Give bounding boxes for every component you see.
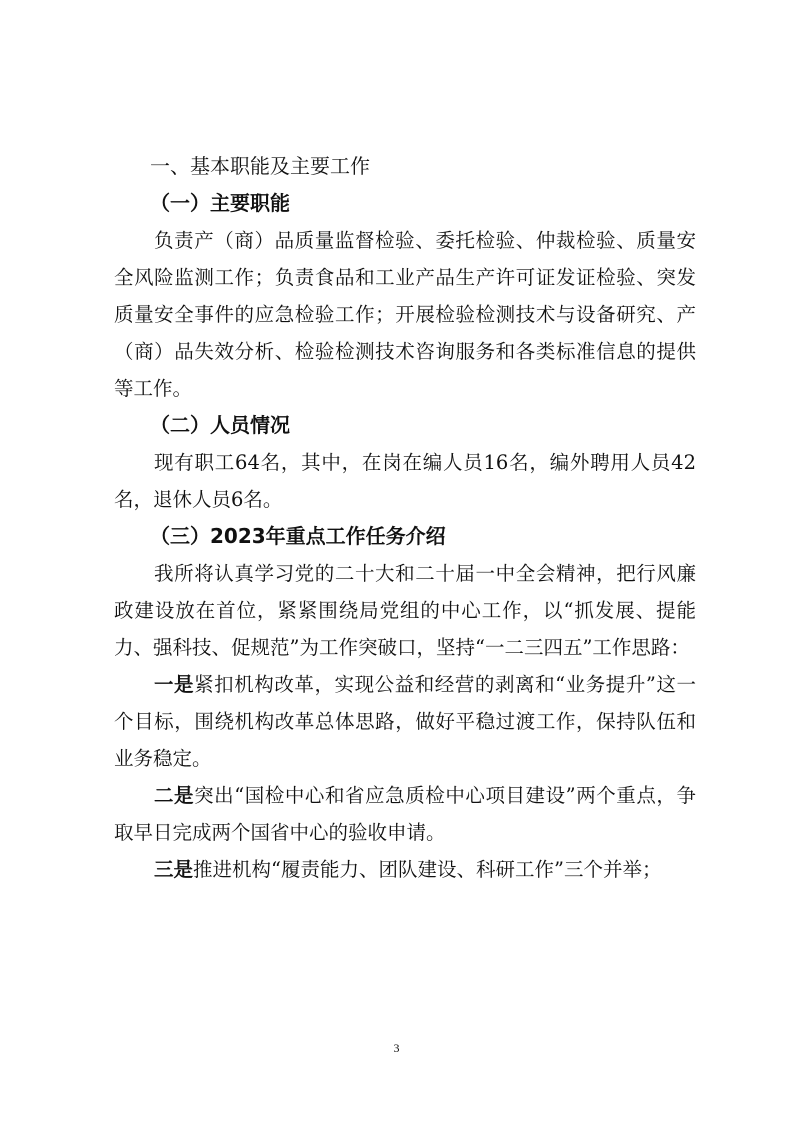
document-body [114,148,696,888]
task-item-3-text: 推进机构“履责能力、团队建设、科研工作”三个并举； [193,858,662,881]
subsection-title-staff: （二）人员情况 [150,413,290,437]
task-item-3 [114,851,696,888]
task-item-1-lead: 一是 [154,673,195,696]
task-item-2 [114,777,696,851]
subsection-title-tasks: （三）2023年重点工作任务介绍 [150,524,446,548]
section-title: 一、基本职能及主要工作 [150,154,370,178]
paragraph-staff: 现有职工64名，其中，在岗在编人员16名，编外聘用人员42名，退休人员6名。 [114,451,696,511]
paragraph-functions: 负责产（商）品质量监督检验、委托检验、仲裁检验、质量安全风险监测工作；负责食品和工业产品生产许可证发证检验、突发质量安全事件的应急检验工作；开展检验检测技术与设备研究、产（商）品失效分析、检验检测技术咨询服务和各类标准信息的提供等工作。 [114,229,696,400]
page-number: 3 [393,1041,400,1055]
task-item-3-lead: 三是 [154,858,194,881]
task-item-1 [114,666,696,777]
subsection-title-functions: （一）主要职能 [150,191,290,215]
task-item-2-text: 突出“国检中心和省应急质检中心项目建设”两个重点，争取早日完成两个国省中心的验收申请。 [114,784,696,844]
paragraph-tasks-intro: 我所将认真学习党的二十大和二十届一中全会精神，把行风廉政建设放在首位，紧紧围绕局党组的中心工作，以“抓发展、提能力、强科技、促规范”为工作突破口，坚持“一二三四五”工作思路： [114,562,696,659]
task-item-2-lead: 二是 [154,784,195,807]
task-item-1-text: 紧扣机构改革，实现公益和经营的剥离和“业务提升”这一个目标，围绕机构改革总体思路，做好平稳过渡工作，保持队伍和业务稳定。 [114,673,696,770]
